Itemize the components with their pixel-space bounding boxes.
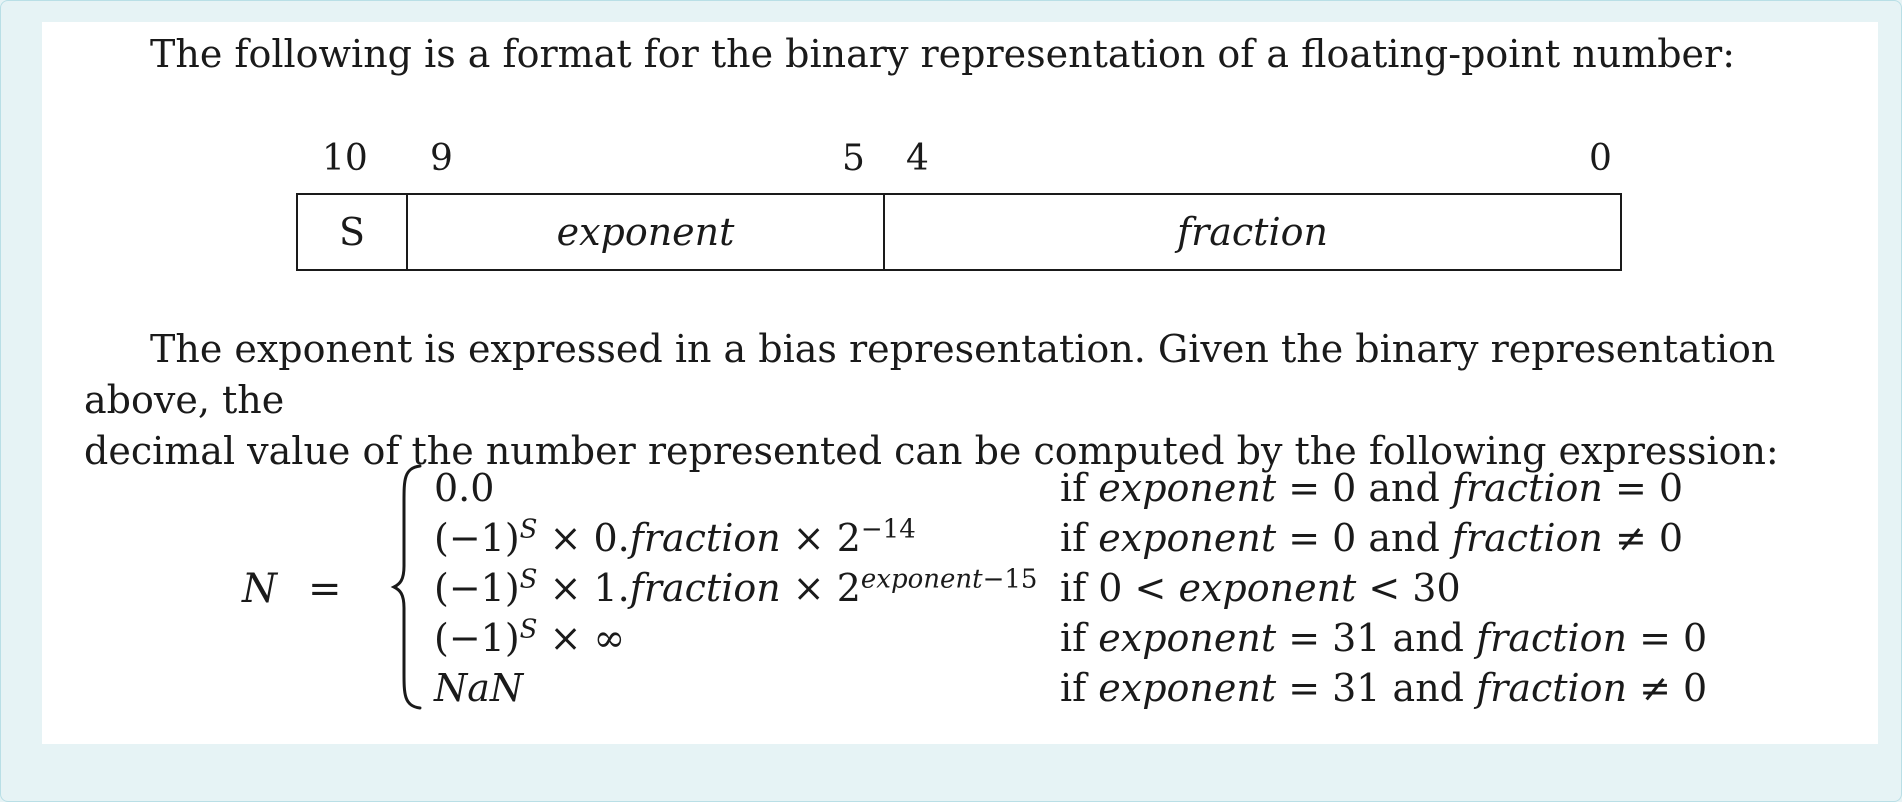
case-expr-1: 0.0 <box>434 466 495 510</box>
bit-field-table <box>296 193 1622 271</box>
equation-equals: = <box>308 566 342 612</box>
case-expr-4: $(-1)^S$ × ∞ <box>434 614 626 660</box>
sign-field: S <box>338 210 366 254</box>
bit-number-0: 0 <box>1589 138 1612 179</box>
equation-lhs: N <box>242 566 277 612</box>
case-expr-3: $(-1)^S$ × 1.fraction × $2^{exponent-15}$ <box>434 564 1038 610</box>
bit-number-10: 10 <box>322 138 368 179</box>
case-cond-1: if exponent = 0 and fraction = 0 <box>1060 466 1684 510</box>
case-cond-3: if 0 < exponent < 30 <box>1060 566 1461 610</box>
bit-number-9: 9 <box>430 138 453 179</box>
document-page <box>42 22 1878 744</box>
explanation-paragraph <box>84 324 1874 477</box>
bit-number-4: 4 <box>906 138 929 179</box>
paragraph-line-2: decimal value of the number represented can be computed by the following expression: <box>84 429 1779 473</box>
case-expr-5: NaN <box>434 666 524 710</box>
left-brace <box>390 462 426 712</box>
exponent-field: exponent <box>406 195 883 269</box>
case-cond-2: if exponent = 0 and fraction ≠ 0 <box>1060 516 1684 560</box>
intro-text: The following is a format for the binary representation of a floating-point number: <box>150 32 1736 76</box>
case-cond-5: if exponent = 31 and fraction ≠ 0 <box>1060 666 1708 710</box>
bit-number-5: 5 <box>842 138 865 179</box>
case-cond-4: if exponent = 31 and fraction = 0 <box>1060 616 1708 660</box>
paragraph-line-1: The exponent is expressed in a bias representation. Given the binary representation above, the <box>84 327 1776 422</box>
fraction-field: fraction <box>883 195 1620 269</box>
case-expr-2: $(-1)^S$ × 0.fraction × $2^{-14}$ <box>434 514 916 560</box>
